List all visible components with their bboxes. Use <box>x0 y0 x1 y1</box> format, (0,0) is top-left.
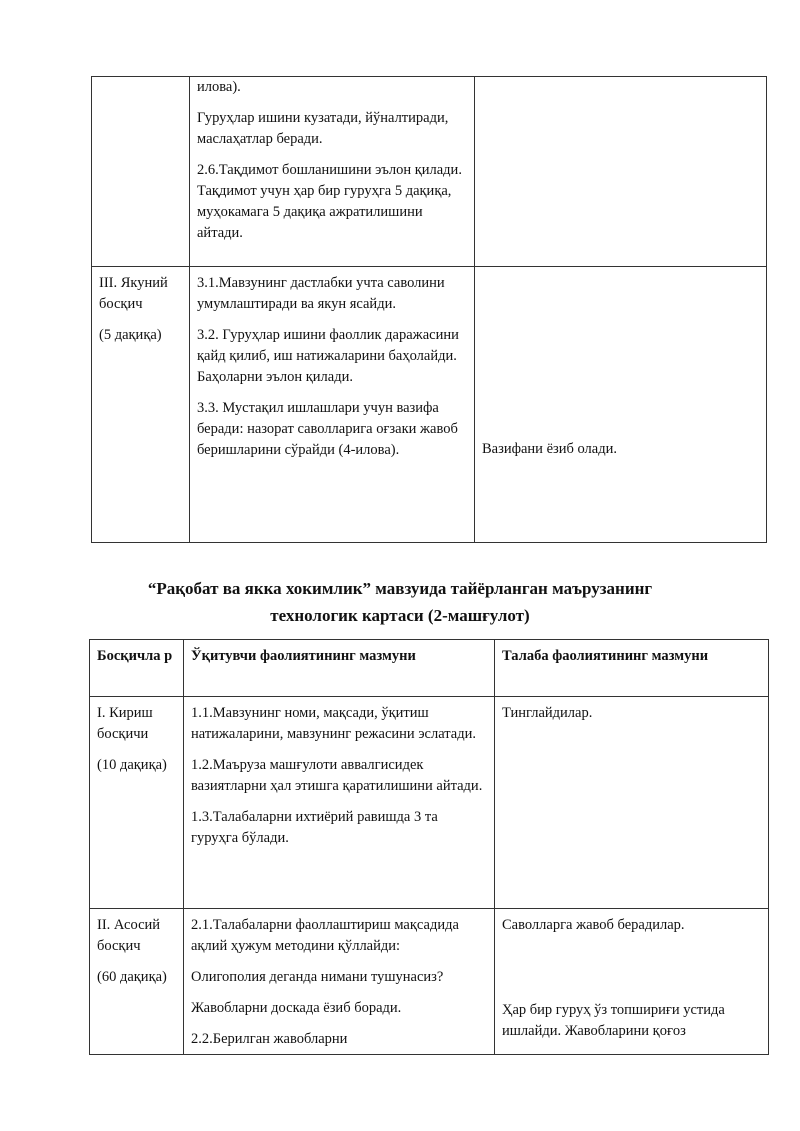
teacher-activity-text: Гуруҳлар ишини кузатади, йўналтиради, маслаҳатлар беради. <box>197 110 449 147</box>
teacher-activity-text: 2.2.Берилган жавобларни <box>191 1031 348 1047</box>
stage-name: I. Кириш босқичи <box>97 705 153 742</box>
teacher-activity-cell <box>184 697 495 909</box>
teacher-activity-text: 3.2. Гуруҳлар ишини фаоллик даражасини қайд қилиб, иш натижаларини баҳолайди. Баҳоларни эълон қилади. <box>197 327 459 385</box>
stage-name: III. Якуний босқич <box>99 275 168 312</box>
teacher-activity-cell <box>184 909 495 1055</box>
teacher-activity-text: 2.6.Тақдимот бошланишини эълон қилади. Тақдимот учун ҳар бир гуруҳга 5 дақиқа, муҳокамага 5 дақиқа ажратилишини айтади. <box>197 162 462 241</box>
student-activity-cell <box>495 697 769 909</box>
teacher-activity-text: 2.1.Талабаларни фаоллаштириш мақсадида ақлий ҳужум методини қўллайди: <box>191 917 459 954</box>
table-row <box>90 697 769 909</box>
header-student: Талаба фаолиятининг мазмуни <box>495 640 769 697</box>
teacher-activity-text: 1.2.Маъруза машғулоти аввалгисидек вазиятларни ҳал этишга қаратилишини айтади. <box>191 757 483 794</box>
table-row <box>92 77 767 267</box>
stage-cell <box>90 909 184 1055</box>
stage-cell <box>90 697 184 909</box>
teacher-activity-text: 1.3.Талабаларни ихтиёрий равишда 3 та гуруҳга бўлади. <box>191 809 438 846</box>
stage-duration: (5 дақиқа) <box>99 327 162 343</box>
table-row <box>90 909 769 1055</box>
teacher-activity-cell <box>190 77 475 267</box>
stage-cell <box>92 267 190 543</box>
stage-duration: (10 дақиқа) <box>97 757 167 773</box>
teacher-activity-text: 3.1.Мавзунинг дастлабки учта саволини умумлаштиради ва якун ясайди. <box>197 275 445 312</box>
student-activity-cell <box>475 267 767 543</box>
student-activity-text: Саволларга жавоб берадилар. <box>502 917 685 933</box>
teacher-activity-text: 1.1.Мавзунинг номи, мақсади, ўқитиш натижаларини, мавзунинг режасини эслатади. <box>191 705 476 742</box>
document-title <box>0 575 800 629</box>
title-line-1: “Рақобат ва якка хокимлик” мавзуида тайёрланган маърузанинг <box>147 579 653 598</box>
stage-duration: (60 дақиқа) <box>97 969 167 985</box>
student-activity-cell <box>495 909 769 1055</box>
teacher-activity-text: Жавобларни доскада ёзиб боради. <box>191 1000 402 1016</box>
table-row <box>92 267 767 543</box>
student-activity-cell <box>475 77 767 267</box>
table-header-row <box>90 640 769 697</box>
teacher-activity-text: илова). <box>197 79 241 95</box>
header-stage: Босқичла р <box>90 640 184 697</box>
student-activity-text: Тинглайдилар. <box>502 705 593 721</box>
teacher-activity-text: Олигополия деганда нимани тушунасиз? <box>191 969 444 985</box>
title-line-2: технологик картаси (2-машғулот) <box>270 606 530 625</box>
technology-map-table <box>89 639 769 1055</box>
lesson-table-continued <box>91 76 767 543</box>
header-teacher: Ўқитувчи фаолиятининг мазмуни <box>184 640 495 697</box>
teacher-activity-cell <box>190 267 475 543</box>
stage-cell <box>92 77 190 267</box>
stage-name: II. Асосий босқич <box>97 917 161 954</box>
student-activity-text: Вазифани ёзиб олади. <box>482 441 617 457</box>
teacher-activity-text: 3.3. Мустақил ишлашлари учун вазифа беради: назорат саволларига оғзаки жавоб беришларини сўрайди (4-илова). <box>197 400 458 458</box>
student-activity-text: Ҳар бир гуруҳ ўз топшириғи устида ишлайди. Жавобларини қоғоз <box>502 1002 725 1039</box>
